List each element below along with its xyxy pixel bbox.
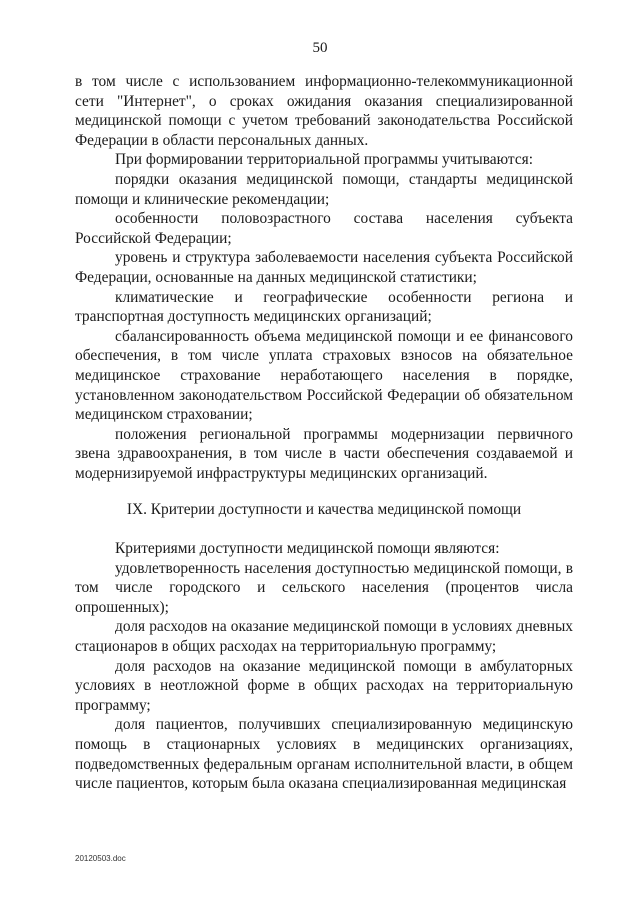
page-number: 50	[312, 40, 328, 56]
paragraph-continuation: в том числе с использованием информационно-телекоммуникационной сети "Интернет", о сроках ожидания оказания специализированной медицинской помощи с учетом требований законодательства Российской Федерации в области персональных данных.	[75, 73, 573, 149]
list-item: положения региональной программы модернизации первичного звена здравоохранения, в том числе в части обеспечения создаваемой и модернизируемой инфраструктуры медицинских организаций.	[75, 425, 573, 482]
list-item: климатические и географические особенности региона и транспортная доступность медицинских организаций;	[75, 288, 573, 326]
document-body	[75, 72, 573, 794]
list-item: порядки оказания медицинской помощи, стандарты медицинской помощи и клинические рекомендации;	[75, 170, 573, 208]
list-item: доля расходов на оказание медицинской помощи в амбулаторных условиях в неотложной форме в общих расходах на территориальную программу;	[75, 657, 573, 714]
footer-filename: 20120503.doc	[75, 854, 126, 863]
list-item: доля пациентов, получивших специализированную медицинскую помощь в стационарных условиях в медицинских организациях, подведомственных федеральным органам исполнительной власти, в общем числе пациентов, которым была оказана специализированная медицинская	[75, 716, 573, 793]
list-item: доля расходов на оказание медицинской помощи в условиях дневных стационаров в общих расходах на территориальную программу;	[75, 618, 573, 656]
list-item: особенности половозрастного состава населения субъекта Российской Федерации;	[75, 210, 573, 247]
list-item: сбалансированность объема медицинской помощи и ее финансового обеспечения, в том числе уплата страховых взносов на обязательное медицинское страхование неработающего населения в порядке, установленном законодательством Российской Федерации об обязательном медицинском страховании;	[75, 327, 573, 424]
section-heading: IX. Критерии доступности и качества медицинской помощи	[126, 501, 522, 519]
paragraph: При формировании территориальной программы учитываются:	[115, 151, 534, 169]
list-item: уровень и структура заболеваемости населения субъекта Российской Федерации, основанные на данных медицинской статистики;	[75, 249, 573, 286]
paragraph: Критериями доступности медицинской помощи являются:	[115, 540, 500, 558]
list-item: удовлетворенность населения доступностью медицинской помощи, в том числе городского и сельского населения (процентов числа опрошенных);	[75, 559, 573, 616]
